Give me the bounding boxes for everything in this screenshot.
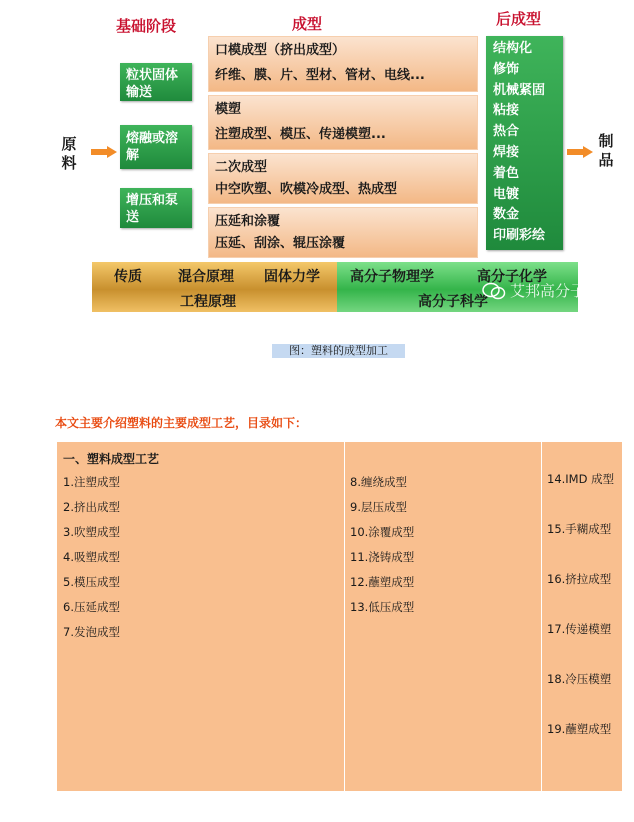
toc-item: 18.冷压模塑	[547, 672, 612, 686]
toc-item: 11.浇铸成型	[350, 550, 415, 564]
stage-title: 压延和涂覆	[215, 214, 281, 229]
toc-item: 7.发泡成型	[63, 625, 120, 639]
toc-item: 15.手糊成型	[547, 522, 612, 536]
post-item: 电镀	[493, 186, 520, 202]
post-item: 着色	[493, 165, 520, 181]
basic-box-melting: 熔融或溶解	[120, 125, 192, 169]
column-divider	[344, 442, 345, 791]
right-arrow-icon	[567, 146, 593, 158]
stage-title: 二次成型	[215, 160, 268, 175]
toc-item: 8.缠绕成型	[350, 475, 407, 489]
band-label: 高分子科学	[418, 294, 488, 310]
intro-text: 本文主要介绍塑料的主要成型工艺，目录如下：	[55, 416, 308, 430]
toc-item: 5.模压成型	[63, 575, 120, 589]
stage-title: 模塑	[215, 102, 242, 117]
toc-item: 12.蘸塑成型	[350, 575, 415, 589]
toc-item: 17.传递模塑	[547, 622, 612, 636]
stage-calendering-coating	[208, 207, 478, 258]
raw-material-label: 原料	[61, 135, 77, 172]
toc-item: 3.吹塑成型	[63, 525, 120, 539]
header-post-forming: 后成型	[496, 10, 542, 28]
right-arrow-icon	[91, 146, 117, 158]
basic-box-solid-conveying: 粒状固体输送	[120, 63, 192, 101]
toc-item: 2.挤出成型	[63, 500, 120, 514]
toc-item: 14.IMD 成型	[547, 472, 615, 486]
post-item: 数金	[493, 207, 520, 223]
stage-title: 口模成型（挤出成型）	[215, 43, 346, 58]
post-item: 焊接	[493, 144, 520, 160]
stage-molding	[208, 95, 478, 150]
post-item: 机械紧固	[493, 82, 546, 98]
basic-box-pressurizing: 增压和泵送	[120, 188, 192, 228]
toc-item: 10.涂覆成型	[350, 525, 415, 539]
toc-item: 6.压延成型	[63, 600, 120, 614]
band-label: 固体力学	[264, 269, 320, 285]
toc-item: 9.层压成型	[350, 500, 407, 514]
watermark-text: 艾邦高分子	[510, 282, 586, 300]
post-item: 粘接	[493, 103, 520, 119]
post-item: 修饰	[493, 61, 520, 77]
band-label: 工程原理	[180, 294, 236, 310]
toc-item: 1.注塑成型	[63, 475, 120, 489]
product-label: 制品	[598, 132, 614, 169]
stage-secondary-forming	[208, 153, 478, 204]
toc-item: 4.吸塑成型	[63, 550, 120, 564]
post-forming-list	[486, 36, 563, 250]
figure-caption: 图：塑料的成型加工	[272, 344, 405, 358]
plastic-forming-diagram	[0, 0, 634, 325]
toc-table	[57, 442, 622, 791]
wechat-icon	[482, 282, 506, 300]
post-item: 热合	[493, 124, 520, 140]
post-item: 印刷彩绘	[493, 228, 546, 244]
toc-title: 一、塑料成型工艺	[63, 452, 160, 466]
toc-item: 19.蘸塑成型	[547, 722, 612, 736]
header-forming: 成型	[292, 15, 323, 33]
stage-subtitle: 中空吹塑、吹模冷成型、热成型	[215, 182, 398, 197]
stage-subtitle: 压延、刮涂、辊压涂覆	[215, 236, 346, 251]
stage-die-forming	[208, 36, 478, 92]
header-basic-stage: 基础阶段	[116, 17, 177, 35]
toc-item: 16.挤拉成型	[547, 572, 612, 586]
toc-item: 13.低压成型	[350, 600, 415, 614]
stage-subtitle: 纤维、膜、片、型材、管材、电线...	[215, 68, 425, 83]
band-label: 混合原理	[178, 269, 234, 285]
band-label: 高分子化学	[477, 269, 547, 285]
post-item: 结构化	[493, 41, 533, 56]
column-divider	[541, 442, 542, 791]
band-label: 高分子物理学	[350, 269, 434, 285]
stage-subtitle: 注塑成型、模压、传递模塑...	[215, 127, 386, 142]
band-label: 传质	[114, 269, 142, 285]
